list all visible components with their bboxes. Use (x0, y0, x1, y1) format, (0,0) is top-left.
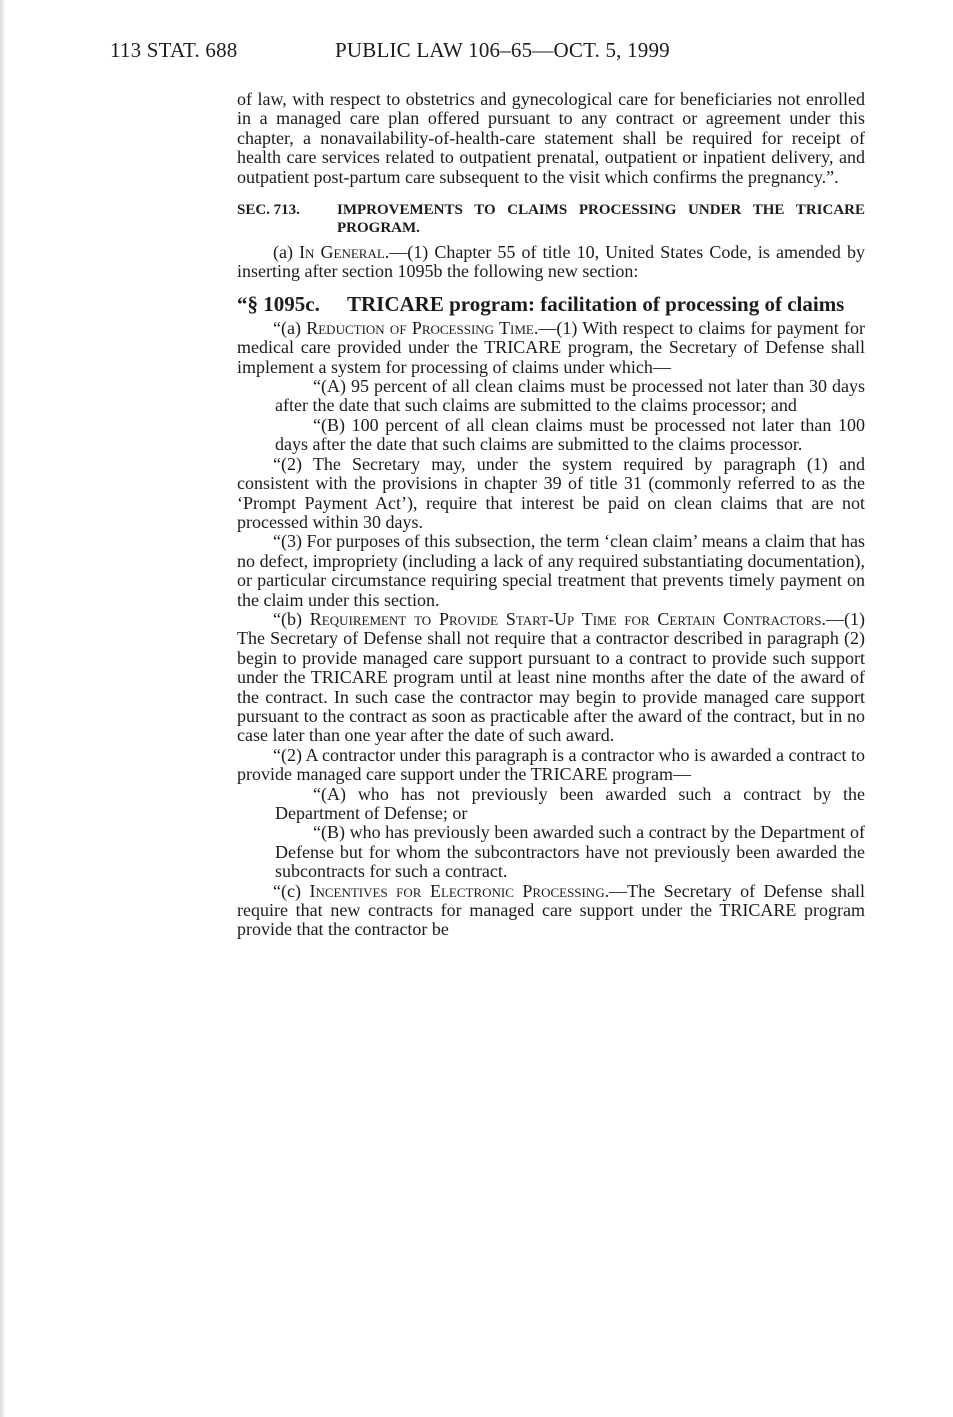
paragraph-a-2: “(2) The Secretary may, under the system required by paragraph (1) and consistent with the provisions in chapter 39 of title 31 (commonly referred to as the ‘Prompt Payment Act’), require that interest be paid on clean claims that are not processed within 30 days. (237, 453, 865, 532)
subsection-a-text: —(1) Chapter 55 of title 10, United States Code, is amended by inserting after section 1095b the following new section: (237, 242, 866, 282)
paragraph-a-subA: “(A) 95 percent of all clean claims must be processed not later than 30 days after the date that such claims are submitted to the claims processor; and (275, 376, 865, 416)
paragraph-a-text: —(1) With respect to claims for payment for medical care provided under the TRICARE program, the Secretary of Defense shall implement a system for processing of claims under which— (237, 317, 865, 377)
paragraph-c-heading: Incentives for Electronic Processing. (309, 880, 610, 901)
paragraph-a-3: “(3) For purposes of this subsection, the term ‘clean claim’ means a claim that has no defect, impropriety (including a lack of any required substantiating documentation), or particular circumstance requiring special treatment that prevents timely payment on the claim under this section. (237, 531, 865, 610)
continuation-paragraph: of law, with respect to obstetrics and gynecological care for beneficiaries not enrolled in a managed care plan offered pursuant to any contract or agreement under this chapter, a nonavailability-of-health-care statement shall be required for receipt of health care services related to outpatient prenatal, outpatient or inpatient delivery, and outpatient post-partum care subsequent to the visit which confirms the pregnancy.”. (237, 89, 865, 187)
paragraph-b-subB: “(B) who has previously been awarded such a contract by the Department of Defense but for whom the subcontractors have not previously been awarded the subcontracts for such a contract. (275, 822, 865, 882)
subsection-a-heading: In General. (299, 242, 390, 263)
section-number: SEC. 713. (237, 202, 300, 219)
subsection-a-label: (a) (273, 242, 300, 263)
paragraph-b-2: “(2) A contractor under this paragraph is a contractor who is awarded a contract to provide managed care support under the TRICARE program— (237, 744, 865, 785)
paragraph-b-text: —(1) The Secretary of Defense shall not require that a contractor described in paragraph (2) begin to provide managed care support pursuant to a contract to provide such support under the TRICARE program until at least nine months after the date of the award of the contract. In such case the contractor may begin to provide managed care support pursuant to the contract as soon as practicable after the award of the contract, but in no case later than one year after the date of such award. (237, 608, 865, 746)
new-section-symbol: “§ 1095c. (237, 291, 320, 316)
paragraph-c-text: —The Secretary of Defense shall require that new contracts for managed care support under the TRICARE program provide that the contractor be (237, 880, 866, 940)
paragraph-a-label: “(a) (273, 317, 307, 338)
paragraph-a (237, 319, 865, 377)
paragraph-b-subA: “(A) who has not previously been awarded such a contract by the Department of Defense; or (275, 783, 865, 823)
new-section-heading (237, 291, 865, 316)
paragraph-a-heading: Reduction of Processing Time. (306, 317, 539, 338)
document-body (237, 90, 865, 940)
new-section-title: TRICARE program: facilitation of processing of claims (347, 291, 845, 316)
paragraph-b (237, 610, 865, 746)
paragraph-c (237, 882, 865, 940)
paragraph-a-subB: “(B) 100 percent of all clean claims must be processed not later than 100 days after the date that such claims are submitted to the claims processor. (275, 414, 865, 455)
public-law-citation: PUBLIC LAW 106–65—OCT. 5, 1999 (335, 38, 670, 62)
paragraph-b-heading: Requirement to Provide Start-Up Time for Certain Contractors. (309, 608, 826, 629)
subsection-a (237, 243, 865, 282)
paragraph-b-label: “(b) (273, 608, 310, 629)
section-heading (237, 201, 865, 237)
page-edge-shadow (0, 0, 6, 1417)
statute-page-number: 113 STAT. 688 (110, 38, 238, 62)
section-title: IMPROVEMENTS TO CLAIMS PROCESSING UNDER THE TRICARE PROGRAM. (337, 202, 865, 237)
paragraph-c-label: “(c) (273, 880, 310, 901)
